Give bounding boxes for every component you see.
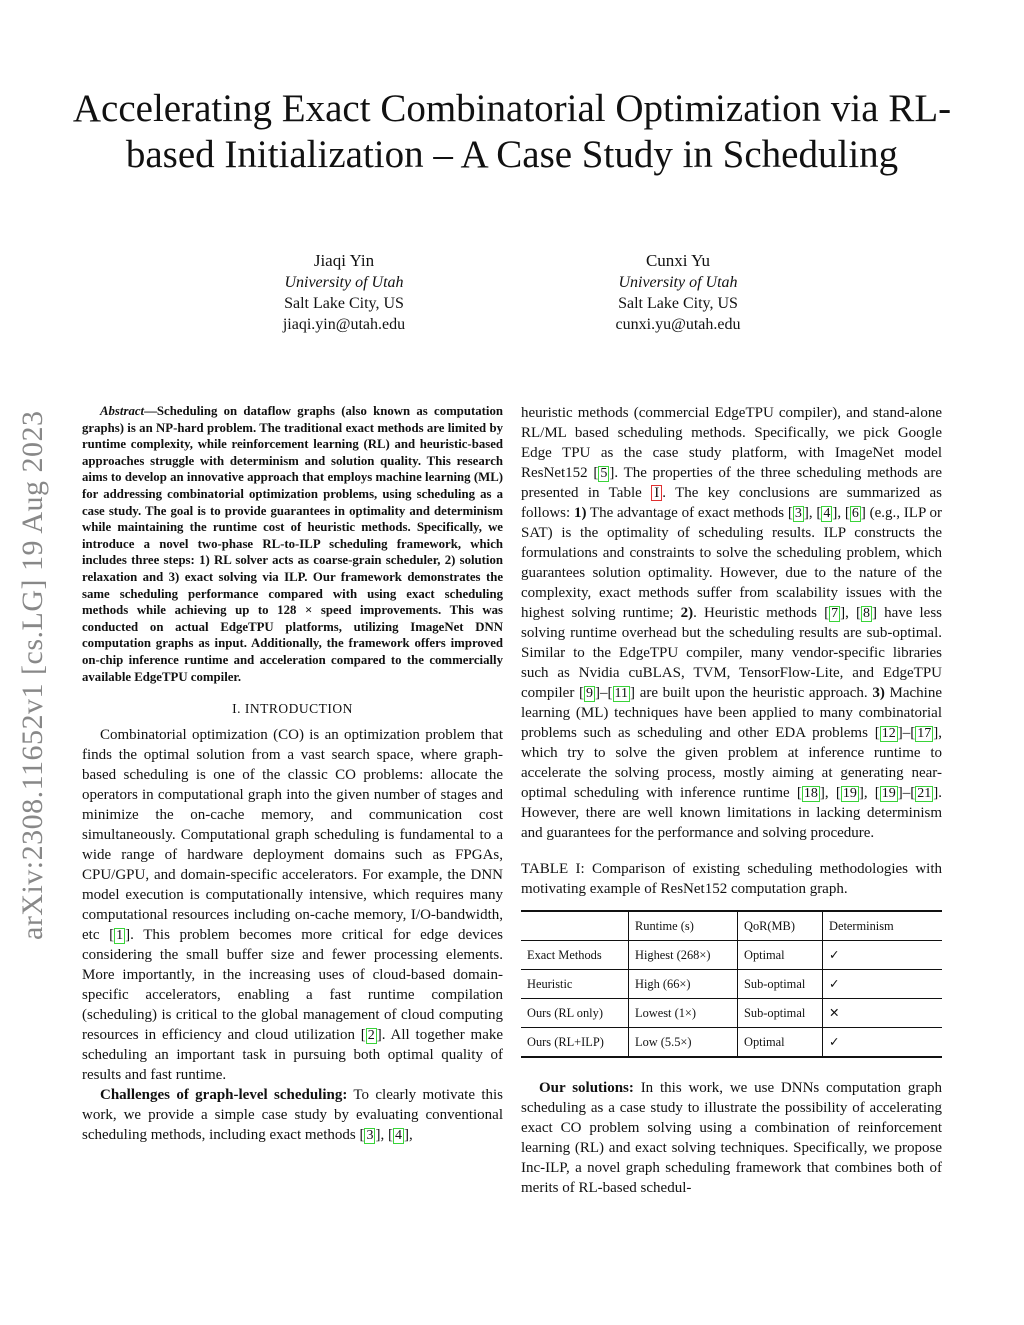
citation-link[interactable]: 21 bbox=[917, 786, 932, 801]
text-run: – bbox=[600, 685, 608, 701]
list-marker: 3) bbox=[872, 685, 885, 701]
table-row bbox=[521, 970, 942, 999]
solutions-paragraph bbox=[521, 1078, 942, 1198]
table-cell: Sub-optimal bbox=[738, 999, 823, 1028]
table-header-cell bbox=[521, 911, 629, 941]
right-column bbox=[521, 403, 942, 1198]
citation-link[interactable]: 11 bbox=[614, 686, 628, 701]
text-run: . This problem becomes more critical for edge devices considering the small buffer size and fewer processing elements. More importantly, in the increasing uses of cloud-based domain-specific accelerators, enabling a fast runtime compilation (scheduling) is critical to the global management of cloud computing resources in efficiency and cloud utilization bbox=[82, 927, 504, 1044]
intro-paragraph-1: Combinatorial optimization (CO) is an optimization problem that finds the optimal solution from a vast search space, where graph-based scheduling is one of the classic CO problems: allocate the operators in computational graph into the given number of stages and minimize the on-cache memory, and communication cost simultaneously. Computational graph scheduling is fundamental to a wide range of hardware deployment domains such as FPGAs, CPU/GPU, and domain-specific accelerators. For example, the DNN model execution is computationally intensive, which requires many computational resources including on-cache memory, I/O-bandwidth, etc [ 1 ]. This problem becomes more critical for edge devices considering the small buffer size and fewer processing elements. More importantly, in the increasing uses of cloud-based domain-specific accelerators, enabling a fast runtime compilation (scheduling) is critical to the global management of cloud computing resources in efficiency and cloud utilization [ 2 ]. All together make scheduling an important task in pursuing both optimal quality of results and fast runtime. bbox=[82, 727, 504, 1084]
text-run: . However, there are well known limitations in lacking determinism and guarantees for the performance and solving procedure. bbox=[521, 785, 942, 841]
challenges-label: Challenges of graph-level scheduling: bbox=[100, 1087, 348, 1104]
citation-link[interactable]: 4 bbox=[823, 506, 831, 521]
text-run: Combinatorial optimization (CO) is an optimization problem that finds the optimal solution from a vast search space, where graph-based scheduling is one of the classic CO problems: allocate the operators in computational graph into the given number of stages and minimize the on-cache memory, and communication cost simultaneously. Computational graph scheduling is fundamental to a wide range of hardware deployment domains such as FPGAs, CPU/GPU, and domain-specific accelerators. For example, the DNN model execution is computationally intensive, which requires many computational resources including on-cache memory, I/O-bandwidth, etc bbox=[82, 727, 503, 944]
text-run: , bbox=[863, 785, 875, 801]
abstract bbox=[82, 403, 503, 685]
author-name: Jiaqi Yin bbox=[313, 251, 375, 270]
table-caption: TABLE I: Comparison of existing scheduling methodologies with motivating example of ResNet152 computation graph. bbox=[521, 861, 942, 897]
citation-link[interactable]: 6 bbox=[851, 506, 859, 521]
text-run: , bbox=[837, 505, 845, 521]
comparison-table bbox=[521, 910, 942, 1058]
table-cell: ✓ bbox=[823, 1028, 943, 1058]
solutions-label: Our solutions: bbox=[539, 1080, 634, 1096]
citation-link[interactable]: 19 bbox=[842, 786, 857, 801]
table-row bbox=[521, 941, 942, 970]
text-run: , bbox=[380, 1127, 388, 1144]
text-run: – bbox=[902, 725, 911, 741]
right-paragraph-1: heuristic methods (commercial EdgeTPU compiler), and stand-alone RL/ML based scheduling methods. Specifically, we pick Google Edge TPU as the case study platform, with ImageNet model ResNet152 [ 5 ]. The properties of the three scheduling methods are presented in Table I . The key conclusions are summarized as follows: 1) The advantage of exact methods [ 3 ], [ 4 ], [ 6 ] (e.g., ILP or SAT) is the optimality of scheduling results. ILP constructs the formulations and constraints to solve the scheduling problem, which guarantees solution optimality. However, due to the nature of the complexity, exact methods suffer from scalability issues with the highest solving runtime; 2). Heuristic methods [ 7 ], [ 8 ] have less solving runtime overhead but the scheduling results are sub-optimal. Similar to the EdgeTPU compiler, many vendor-specific libraries such as Nvidia cuBLAS, TVM, TensorFlow-Lite, and EdgeTPU compiler [ 9 ]–[ 11 ] are built upon the heuristic approach. 3) Machine learning (ML) techniques have been applied to many combinatorial problems such as scheduling and other EDA problems [ 12 ]–[ 17 ], which try to solve the given problem at inference runtime to accelerate the solving process, mostly aiming at generating near-optimal scheduling with inference runtime [ 18 ], [ 19 ], [ 19 ]–[ 21 ]. However, there are well known limitations in lacking determinism and guarantees for the performance and solving procedure. bbox=[521, 405, 943, 841]
left-column bbox=[82, 403, 503, 1145]
text-run: The advantage of exact methods bbox=[586, 505, 788, 521]
table-cell: Optimal bbox=[738, 1028, 823, 1058]
table-cell: Exact Methods bbox=[521, 941, 629, 970]
text-run: To clearly motivate this work, we provide a simple case study by evaluating conventional scheduling methods, including exact methods bbox=[82, 1087, 504, 1144]
citation-link[interactable]: 7 bbox=[831, 606, 839, 621]
table-cell: Highest (268×) bbox=[629, 941, 738, 970]
table-cell: ✓ bbox=[823, 941, 943, 970]
table-header-row bbox=[521, 911, 942, 941]
author-affiliation: University of Utah bbox=[618, 274, 738, 291]
citation-link[interactable]: 5 bbox=[600, 466, 608, 481]
citation-link[interactable]: 17 bbox=[917, 726, 932, 741]
table-cell: Sub-optimal bbox=[738, 970, 823, 999]
citation-link[interactable]: 12 bbox=[881, 726, 896, 741]
text-run: have less solving runtime overhead but the scheduling results are sub-optimal. Similar to the EdgeTPU compiler, many vendor-specific libraries such as Nvidia cuBLAS, TVM, TensorFlow-Lite, and EdgeTPU compiler bbox=[521, 605, 942, 701]
citation-link[interactable]: 3 bbox=[794, 506, 802, 521]
text-run: (e.g., ILP or SAT) is the optimality of scheduling results. ILP constructs the formulations and constraints to solve the scheduling problem, which guarantees solution optimality. However, due to the nature of the complexity, exact methods suffer from scalability issues with the highest solving runtime; bbox=[521, 505, 943, 621]
text-run: Machine learning (ML) techniques have been applied to many combinatorial problems such as scheduling and other EDA problems bbox=[521, 685, 942, 741]
author-location: Salt Lake City, US bbox=[618, 295, 738, 312]
table-cell: Optimal bbox=[738, 941, 823, 970]
text-run: , bbox=[824, 785, 836, 801]
author-email[interactable]: cunxi.yu@utah.edu bbox=[615, 316, 741, 333]
table-cell: Lowest (1×) bbox=[629, 999, 738, 1028]
table-header-cell: Determinism bbox=[823, 911, 943, 941]
citation-link[interactable]: 18 bbox=[803, 786, 818, 801]
author-block-2 bbox=[528, 250, 828, 335]
text-run: In this work, we use DNNs computation graph scheduling as a case study to illustrate the possibility of accelerating exact CO problem solving using a combination of reinforcement learning (RL) and exact solving techniques. Specifically, we propose Inc-ILP, a novel graph scheduling framework that combines both of merits of RL-based schedul- bbox=[521, 1080, 942, 1196]
table-cell: Low (5.5×) bbox=[629, 1028, 738, 1058]
table-cell: Ours (RL+ILP) bbox=[521, 1028, 629, 1058]
table-cell: ✓ bbox=[823, 970, 943, 999]
citation-link[interactable]: 1 bbox=[116, 928, 124, 944]
citation-link[interactable]: 4 bbox=[394, 1128, 402, 1144]
text-run: . All together make scheduling an important task in pursuing both optimal quality of results and fast runtime. bbox=[82, 1027, 504, 1084]
intro-paragraph-2: Challenges of graph-level scheduling: To clearly motivate this work, we provide a simple case study by evaluating conventional scheduling methods, including exact methods [ 3 ], [ 4 ], bbox=[82, 1087, 504, 1144]
table-row bbox=[521, 999, 942, 1028]
table-cell: Ours (RL only) bbox=[521, 999, 629, 1028]
list-marker: 1) bbox=[573, 505, 587, 521]
arxiv-identifier[interactable]: arXiv:2308.11652v1 [cs.LG] 19 Aug 2023 bbox=[16, 410, 49, 940]
table-row bbox=[521, 1028, 942, 1058]
citation-link[interactable]: 9 bbox=[586, 686, 594, 701]
section-heading-introduction: I. INTRODUCTION bbox=[232, 701, 353, 717]
citation-link[interactable]: 2 bbox=[367, 1028, 375, 1044]
author-name: Cunxi Yu bbox=[645, 251, 711, 270]
list-marker: 2) bbox=[680, 605, 694, 621]
table-header-cell: Runtime (s) bbox=[629, 911, 738, 941]
author-email[interactable]: jiaqi.yin@utah.edu bbox=[282, 316, 406, 333]
text-run: are built upon the heuristic approach. bbox=[635, 685, 873, 701]
text-run: heuristic methods (commercial EdgeTPU compiler), and stand-alone RL/ML based scheduling methods. Specifically, we pick Google Edge TPU as the case study platform, with ImageNet model ResNet152 bbox=[521, 405, 942, 481]
text-run: , bbox=[845, 605, 856, 621]
author-affiliation: University of Utah bbox=[284, 274, 404, 291]
table-cell: High (66×) bbox=[629, 970, 738, 999]
abstract-text: —Scheduling on dataflow graphs (also known as computation graphs) is an NP-hard problem. The traditional exact methods are limited by runtime complexity, while reinforcement learning (RL) and heuristic-based approaches struggle with determinism and solution quality. This research aims to develop an innovative approach that employs machine learning (ML) for addressing combinatorial optimization problems, using scheduling as a case study. The goal is to provide guarantees in optimality and determinism while maintaining the runtime cost of heuristic methods. Specifically, we introduce a novel two-phase RL-to-ILP scheduling framework, which includes three steps: 1) RL solver acts as coarse-grain scheduler, 2) solution relaxation and 3) exact solving via ILP. Our framework demonstrates the same scheduling performance compared with using exact scheduling methods while achieving up to 128 × speed improvements. This was conducted on actual EdgeTPU platforms, utilizing ImageNet DNN computation graphs as input. Additionally, the framework offers improved on-chip inference runtime and acceleration compared to the commercially available EdgeTPU compiler. bbox=[82, 404, 503, 684]
citation-link[interactable]: 19 bbox=[881, 786, 896, 801]
citation-link[interactable]: 8 bbox=[862, 606, 870, 621]
text-run: , bbox=[408, 1127, 413, 1144]
text-run: . Heuristic methods bbox=[693, 605, 825, 621]
text-run: . The properties of the three scheduling methods are presented in Table bbox=[521, 465, 942, 501]
text-run: , which try to solve the given problem at inference runtime to accelerate the solving process, mostly aiming at generating near-optimal scheduling with inference runtime bbox=[521, 725, 942, 801]
abstract-label: Abstract bbox=[100, 404, 145, 418]
table-cell: ✕ bbox=[823, 999, 943, 1028]
table-cell: Heuristic bbox=[521, 970, 629, 999]
text-run: . The key conclusions are summarized as follows: bbox=[521, 485, 943, 521]
text-run: – bbox=[902, 785, 911, 801]
table-reference-link[interactable]: I bbox=[651, 485, 662, 501]
text-run: , bbox=[808, 505, 817, 521]
citation-link[interactable]: 3 bbox=[366, 1128, 374, 1144]
author-block-1 bbox=[194, 250, 494, 335]
paper-title: Accelerating Exact Combinatorial Optimization via RL-based Initialization – A Case Study in Scheduling bbox=[72, 87, 952, 176]
table-header-cell: QoR(MB) bbox=[738, 911, 823, 941]
author-location: Salt Lake City, US bbox=[284, 295, 404, 312]
